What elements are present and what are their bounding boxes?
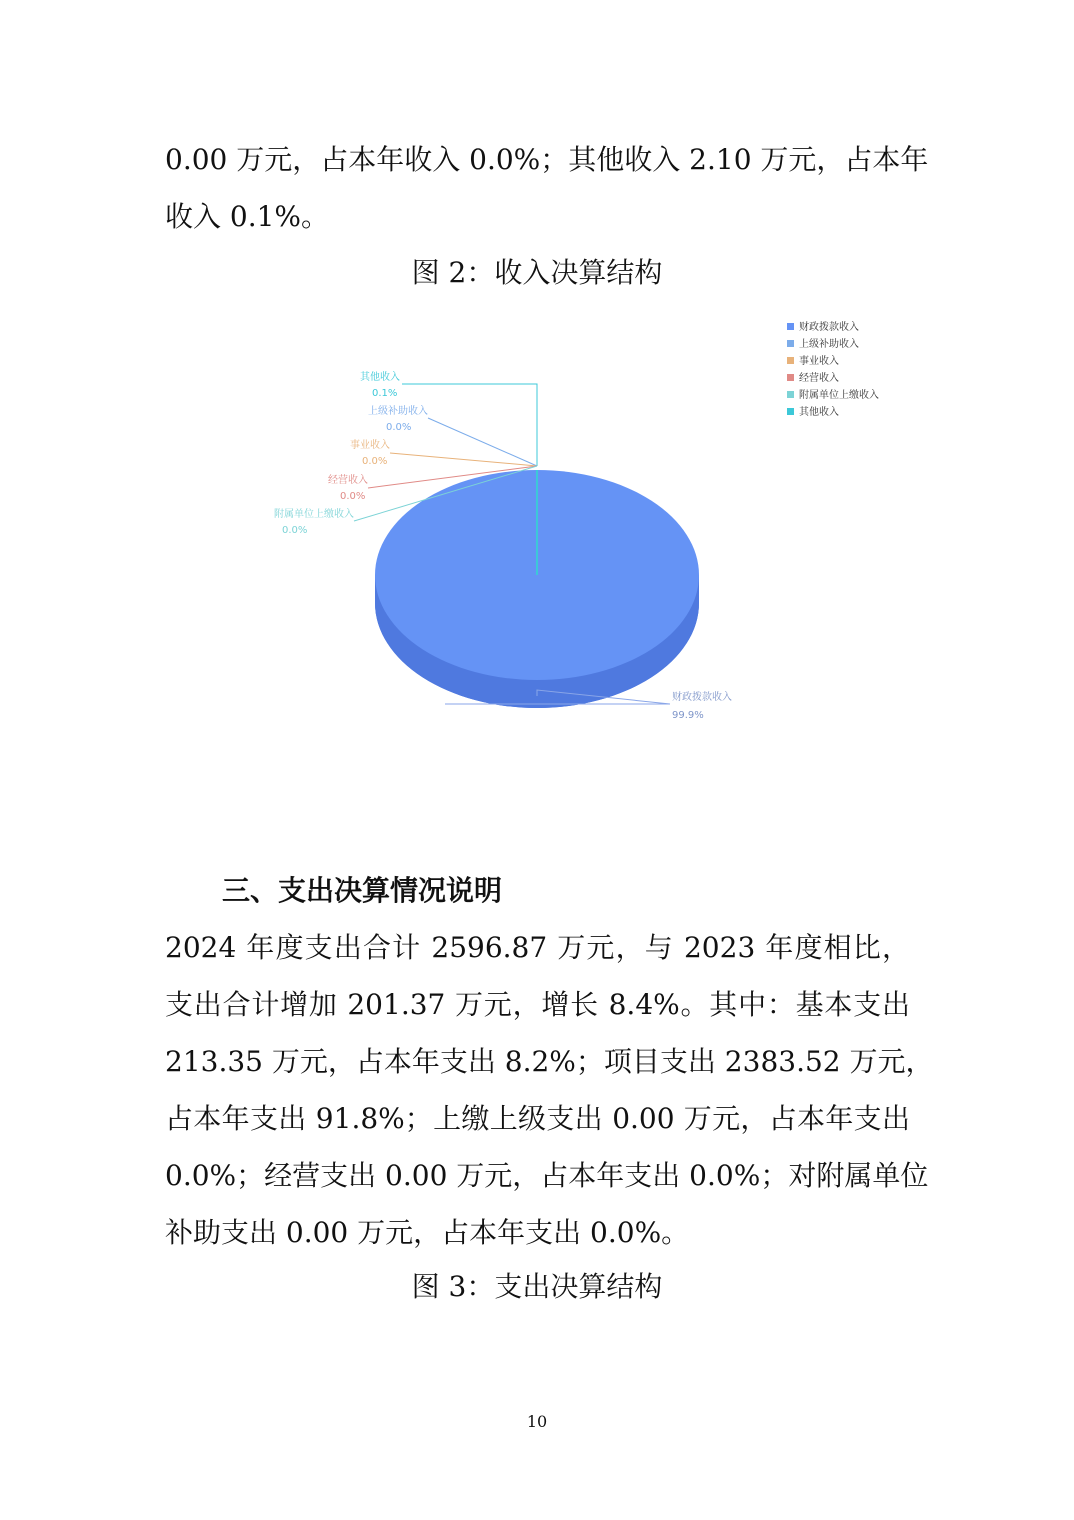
legend-swatch-0 bbox=[787, 323, 794, 330]
slice-label-value-3: 0.0% bbox=[340, 491, 366, 502]
legend-label-4: 附属单位上缴收入 bbox=[799, 390, 879, 401]
income-pie-chart bbox=[0, 300, 1074, 740]
slice-label-value-1: 0.0% bbox=[386, 422, 412, 433]
body-line-6: 补助支出 0.00 万元，占本年支出 0.0%。 bbox=[165, 1216, 690, 1249]
slice-label-name-5: 其他收入 bbox=[360, 372, 400, 383]
page-number: 10 bbox=[526, 1412, 548, 1431]
body-line-4: 占本年支出 91.8%；上缴上级支出 0.00 万元，占本年支出 bbox=[165, 1102, 910, 1135]
leader-line-2 bbox=[390, 453, 537, 466]
slice-label-name-0: 财政拨款收入 bbox=[672, 692, 732, 703]
legend-swatch-3 bbox=[787, 374, 794, 381]
legend-label-3: 经营收入 bbox=[799, 373, 839, 384]
chart-legend bbox=[787, 320, 879, 418]
slice-label-value-5: 0.1% bbox=[372, 388, 398, 399]
legend-swatch-2 bbox=[787, 357, 794, 364]
legend-swatch-4 bbox=[787, 391, 794, 398]
body-line-5: 0.0%；经营支出 0.00 万元，占本年支出 0.0%；对附属单位 bbox=[165, 1159, 929, 1192]
slice-label-name-4: 附属单位上缴收入 bbox=[274, 509, 354, 520]
intro-line-1: 0.00 万元，占本年收入 0.0%；其他收入 2.10 万元，占本年 bbox=[165, 143, 929, 176]
legend-label-2: 事业收入 bbox=[799, 356, 839, 367]
leader-line-1 bbox=[428, 418, 537, 466]
body-line-3: 213.35 万元，占本年支出 8.2%；项目支出 2383.52 万元， bbox=[165, 1045, 934, 1078]
body-line-1: 2024 年度支出合计 2596.87 万元，与 2023 年度相比， bbox=[165, 931, 910, 964]
slice-label-name-1: 上级补助收入 bbox=[368, 406, 428, 417]
leader-line-5 bbox=[402, 384, 537, 466]
legend-label-0: 财政拨款收入 bbox=[799, 322, 859, 333]
slice-label-value-0: 99.9% bbox=[672, 710, 704, 721]
figure-3-caption: 图 3：支出决算结构 bbox=[411, 1270, 663, 1303]
legend-label-5: 其他收入 bbox=[799, 407, 839, 418]
slice-label-name-2: 事业收入 bbox=[350, 440, 390, 451]
section-heading: 三、支出决算情况说明 bbox=[222, 874, 503, 907]
figure-2-caption: 图 2：收入决算结构 bbox=[411, 256, 663, 289]
legend-swatch-5 bbox=[787, 408, 794, 415]
slice-label-value-4: 0.0% bbox=[282, 525, 308, 536]
slice-label-value-2: 0.0% bbox=[362, 456, 388, 467]
body-line-2: 支出合计增加 201.37 万元，增长 8.4%。其中：基本支出 bbox=[165, 988, 910, 1021]
intro-line-2: 收入 0.1%。 bbox=[165, 200, 330, 233]
pie-body bbox=[375, 470, 699, 708]
legend-label-1: 上级补助收入 bbox=[799, 339, 859, 350]
slice-label-name-3: 经营收入 bbox=[328, 475, 368, 486]
legend-swatch-1 bbox=[787, 340, 794, 347]
